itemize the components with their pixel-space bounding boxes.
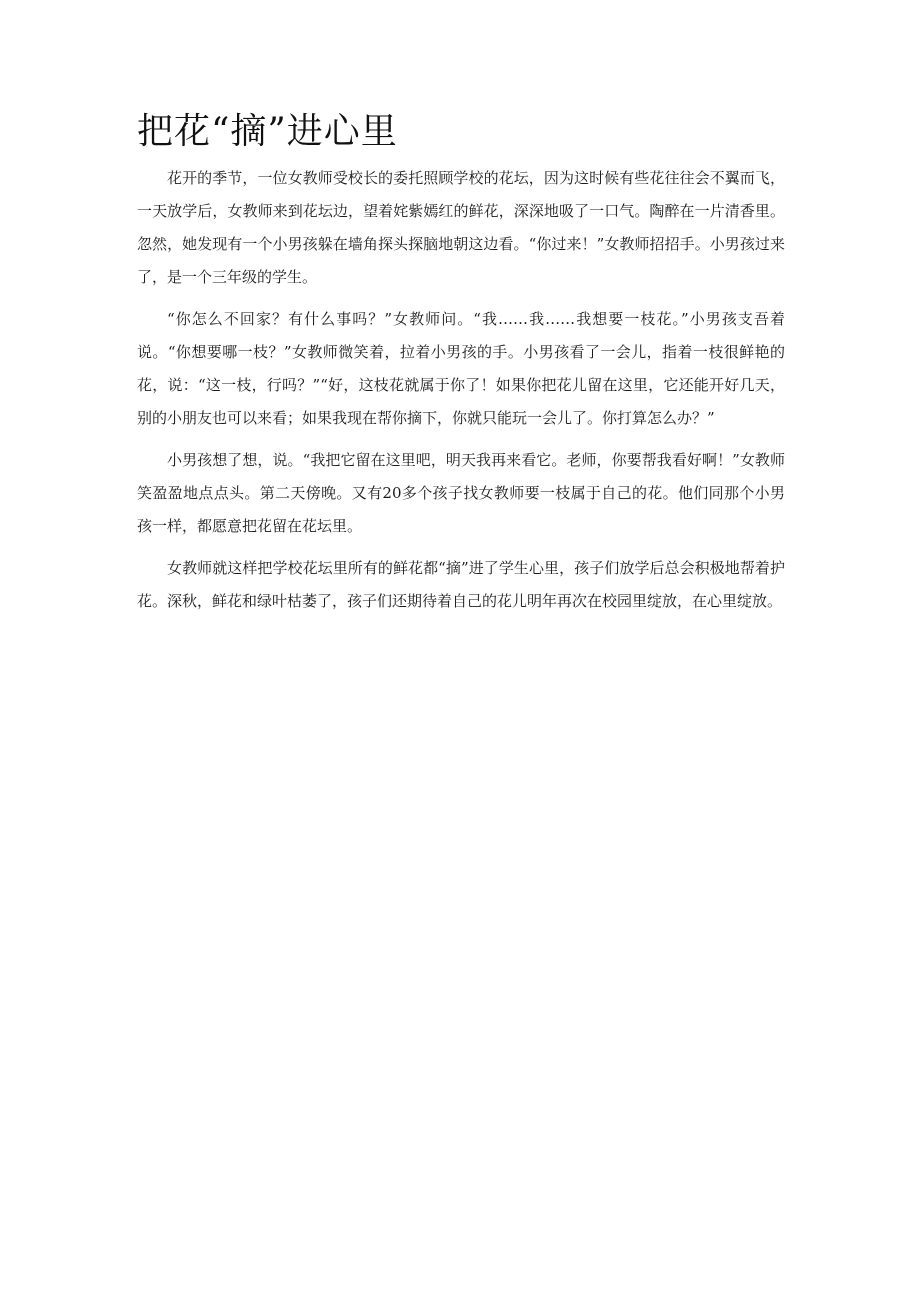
document-body — [137, 162, 785, 627]
paragraph-3: 小男孩想了想，说。“我把它留在这里吧，明天我再来看它。老师，你要帮我看好啊！”女教师笑盈盈地点点头。第二天傍晚。又有20多个孩子找女教师要一枝属于自己的花。他们同那个小男孩一样，都愿意把花留在花坛里。 — [137, 451, 785, 535]
document-title: 把花“摘”进心里 — [137, 111, 398, 152]
paragraph-4: 女教师就这样把学校花坛里所有的鲜花都“摘”进了学生心里，孩子们放学后总会积极地帮着护花。深秋，鲜花和绿叶枯萎了，孩子们还期待着自己的花儿明年再次在校园里绽放，在心里绽放。 — [137, 559, 785, 610]
paragraph-2: “你怎么不回家？有什么事吗？”女教师问。“我……我……我想要一枝花。”小男孩支吾着说。“你想要哪一枝？”女教师微笑着，拉着小男孩的手。小男孩看了一会儿，指着一枝很鲜艳的花，说：“这一枝，行吗？”“好，这枝花就属于你了！如果你把花儿留在这里，它还能开好几天，别的小朋友也可以来看；如果我现在帮你摘下，你就只能玩一会儿了。你打算怎么办？” — [137, 310, 785, 427]
paragraph-1: 花开的季节，一位女教师受校长的委托照顾学校的花坛，因为这时候有些花往往会不翼而飞，一天放学后，女教师来到花坛边，望着姹紫嫣红的鲜花，深深地吸了一口气。陶醉在一片清香里。忽然，她发现有一个小男孩躲在墙角探头探脑地朝这边看。“你过来！”女教师招招手。小男孩过来了，是一个三年级的学生。 — [137, 169, 785, 286]
